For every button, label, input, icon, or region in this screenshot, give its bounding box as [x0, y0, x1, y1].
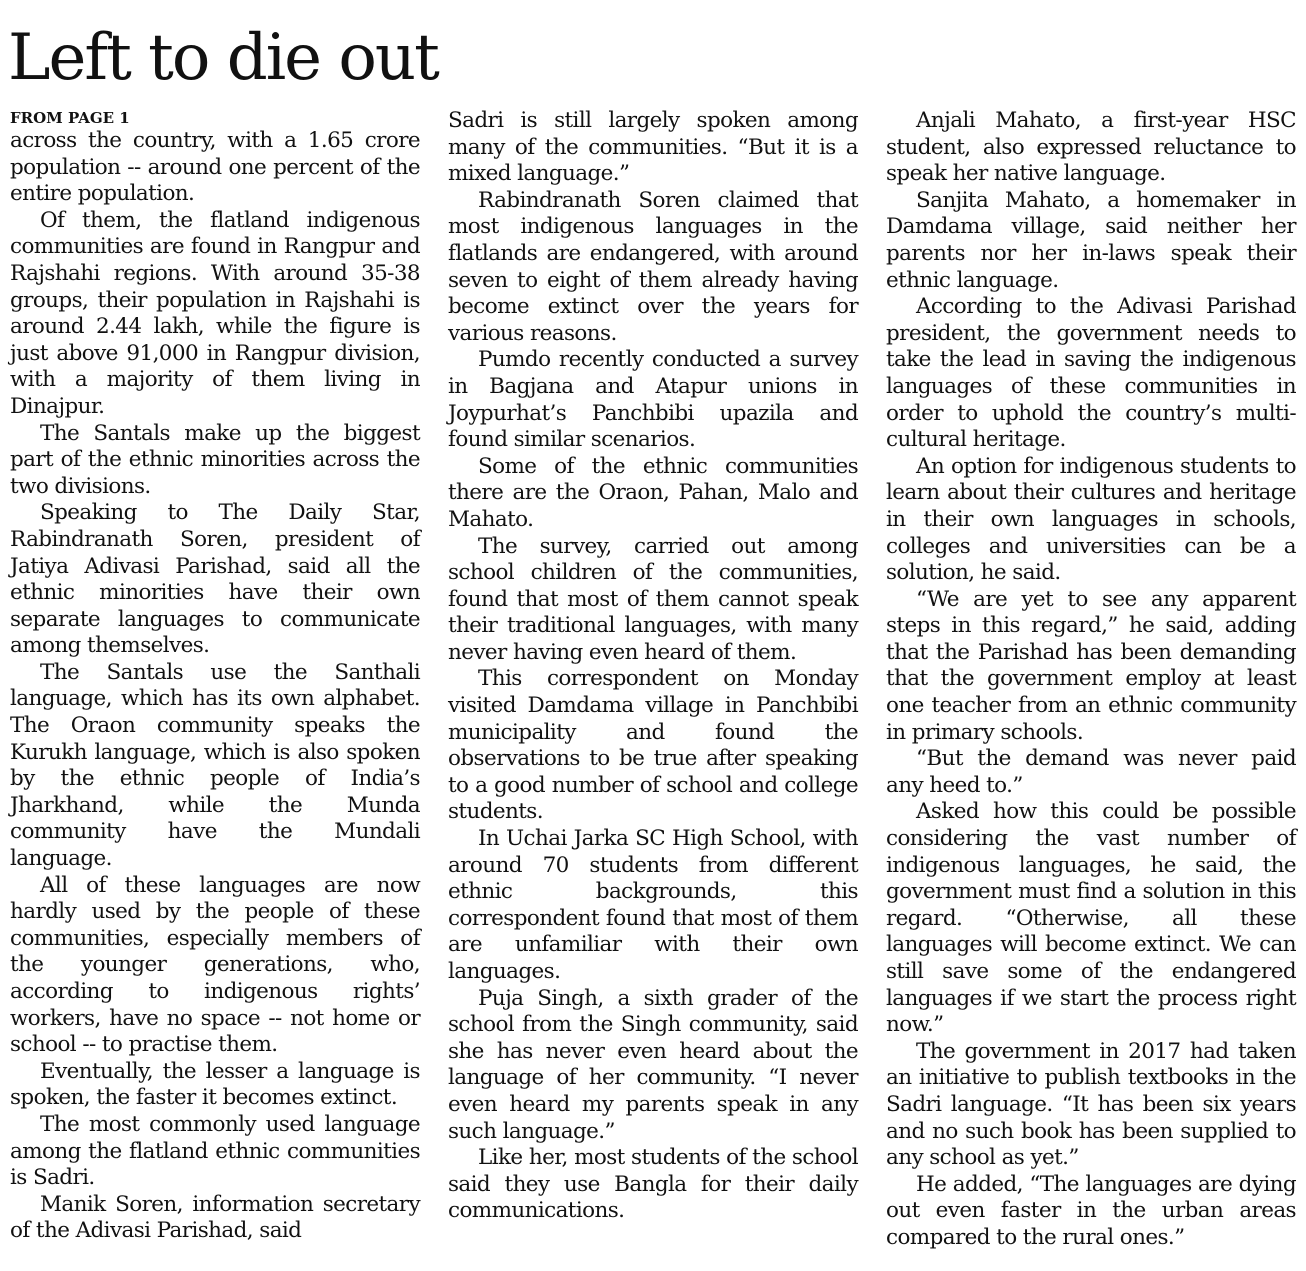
article-column-2	[448, 108, 858, 1225]
paragraph: Asked how this could be possible considering the vast number of indigenous languages, he said, the government must find a solution in this regard. “Otherwise, all these languages will become extinct. We can still save some of the endangered languages if we start the process right now.”	[886, 799, 1296, 1038]
paragraph: The Santals make up the biggest part of the ethnic minorities across the two divisions.	[10, 420, 420, 499]
paragraph: Sanjita Mahato, a homemaker in Damdama village, said neither her parents nor her in-laws speak their ethnic language.	[886, 187, 1296, 293]
paragraph: The most commonly used language among the flatland ethnic communities is Sadri.	[10, 1111, 420, 1191]
paragraph: Rabindranath Soren claimed that most indigenous languages in the flatlands are endangered, with around seven to eight of them already having become extinct over the years for various reasons.	[448, 187, 858, 346]
article-column-1	[10, 108, 420, 1245]
paragraph: Sadri is still largely spoken among many of the communities. “But it is a mixed language.”	[448, 108, 858, 187]
paragraph: All of these languages are now hardly used by the people of these communities, especially members of the younger generations, who, according to indigenous rights’ workers, have no space -- not home or school -- to practise them.	[10, 872, 420, 1058]
paragraph: “But the demand was never paid any heed to.”	[886, 746, 1296, 798]
paragraph: Anjali Mahato, a first-year HSC student, also expressed reluctance to speak her native language.	[886, 108, 1296, 187]
kicker-from-page: FROM PAGE 1	[10, 109, 130, 127]
paragraph: Of them, the flatland indigenous communities are found in Rangpur and Rajshahi regions. With around 35-38 groups, their population in Rajshahi is around 2.44 lakh, while the figure is just above 91,000 in Rangpur division, with a majority of them living in Dinajpur.	[10, 207, 420, 419]
paragraph: The survey, carried out among school children of the communities, found that most of them cannot speak their traditional languages, with many never having even heard of them.	[448, 533, 858, 665]
paragraph: Speaking to The Daily Star, Rabindranath Soren, president of Jatiya Adivasi Parishad, said all the ethnic minorities have their own separate languages to communicate among themselves.	[10, 500, 420, 659]
paragraph: Like her, most students of the school said they use Bangla for their daily communications.	[448, 1145, 858, 1224]
paragraph: This correspondent on Monday visited Damdama village in Panchbibi municipality and found the observations to be true after speaking to a good number of school and college students.	[448, 666, 858, 825]
headline: Left to die out	[8, 21, 438, 95]
paragraph: He added, “The languages are dying out even faster in the urban areas compared to the rural ones.”	[886, 1171, 1296, 1250]
paragraph: According to the Adivasi Parishad president, the government needs to take the lead in saving the indigenous languages of these communities in order to uphold the country’s multi-cultural heritage.	[886, 294, 1296, 453]
paragraph: An option for indigenous students to learn about their cultures and heritage in their own languages in schools, colleges and universities can be a solution, he said.	[886, 453, 1296, 586]
paragraph: across the country, with a 1.65 crore population -- around one percent of the entire population.	[10, 128, 420, 207]
paragraph: Eventually, the lesser a language is spoken, the faster it becomes extinct.	[10, 1058, 420, 1111]
paragraph: The Santals use the Santhali language, which has its own alphabet. The Oraon community speaks the Kurukh language, which is also spoken by the ethnic people of India’s Jharkhand, while the Munda community have the Mundali language.	[10, 659, 420, 872]
paragraph: The government in 2017 had taken an initiative to publish textbooks in the Sadri language. “It has been six years and no such book has been supplied to any school as yet.”	[886, 1038, 1296, 1171]
paragraph: Some of the ethnic communities there are the Oraon, Pahan, Malo and Mahato.	[448, 453, 858, 532]
paragraph: Pumdo recently conducted a survey in Bagjana and Atapur unions in Joypurhat’s Panchbibi upazila and found similar scenarios.	[448, 347, 858, 453]
paragraph: Manik Soren, information secretary of the Adivasi Parishad, said	[10, 1191, 420, 1244]
article-column-3	[886, 108, 1296, 1252]
paragraph: Puja Singh, a sixth grader of the school from the Singh community, said she has never even heard about the language of her community. “I never even heard my parents speak in any such language.”	[448, 985, 858, 1144]
paragraph: In Uchai Jarka SC High School, with around 70 students from different ethnic backgrounds, this correspondent found that most of them are unfamiliar with their own languages.	[448, 826, 858, 984]
paragraph: “We are yet to see any apparent steps in this regard,” he said, adding that the Parishad has been demanding that the government employ at least one teacher from an ethnic community in primary schools.	[886, 586, 1296, 745]
